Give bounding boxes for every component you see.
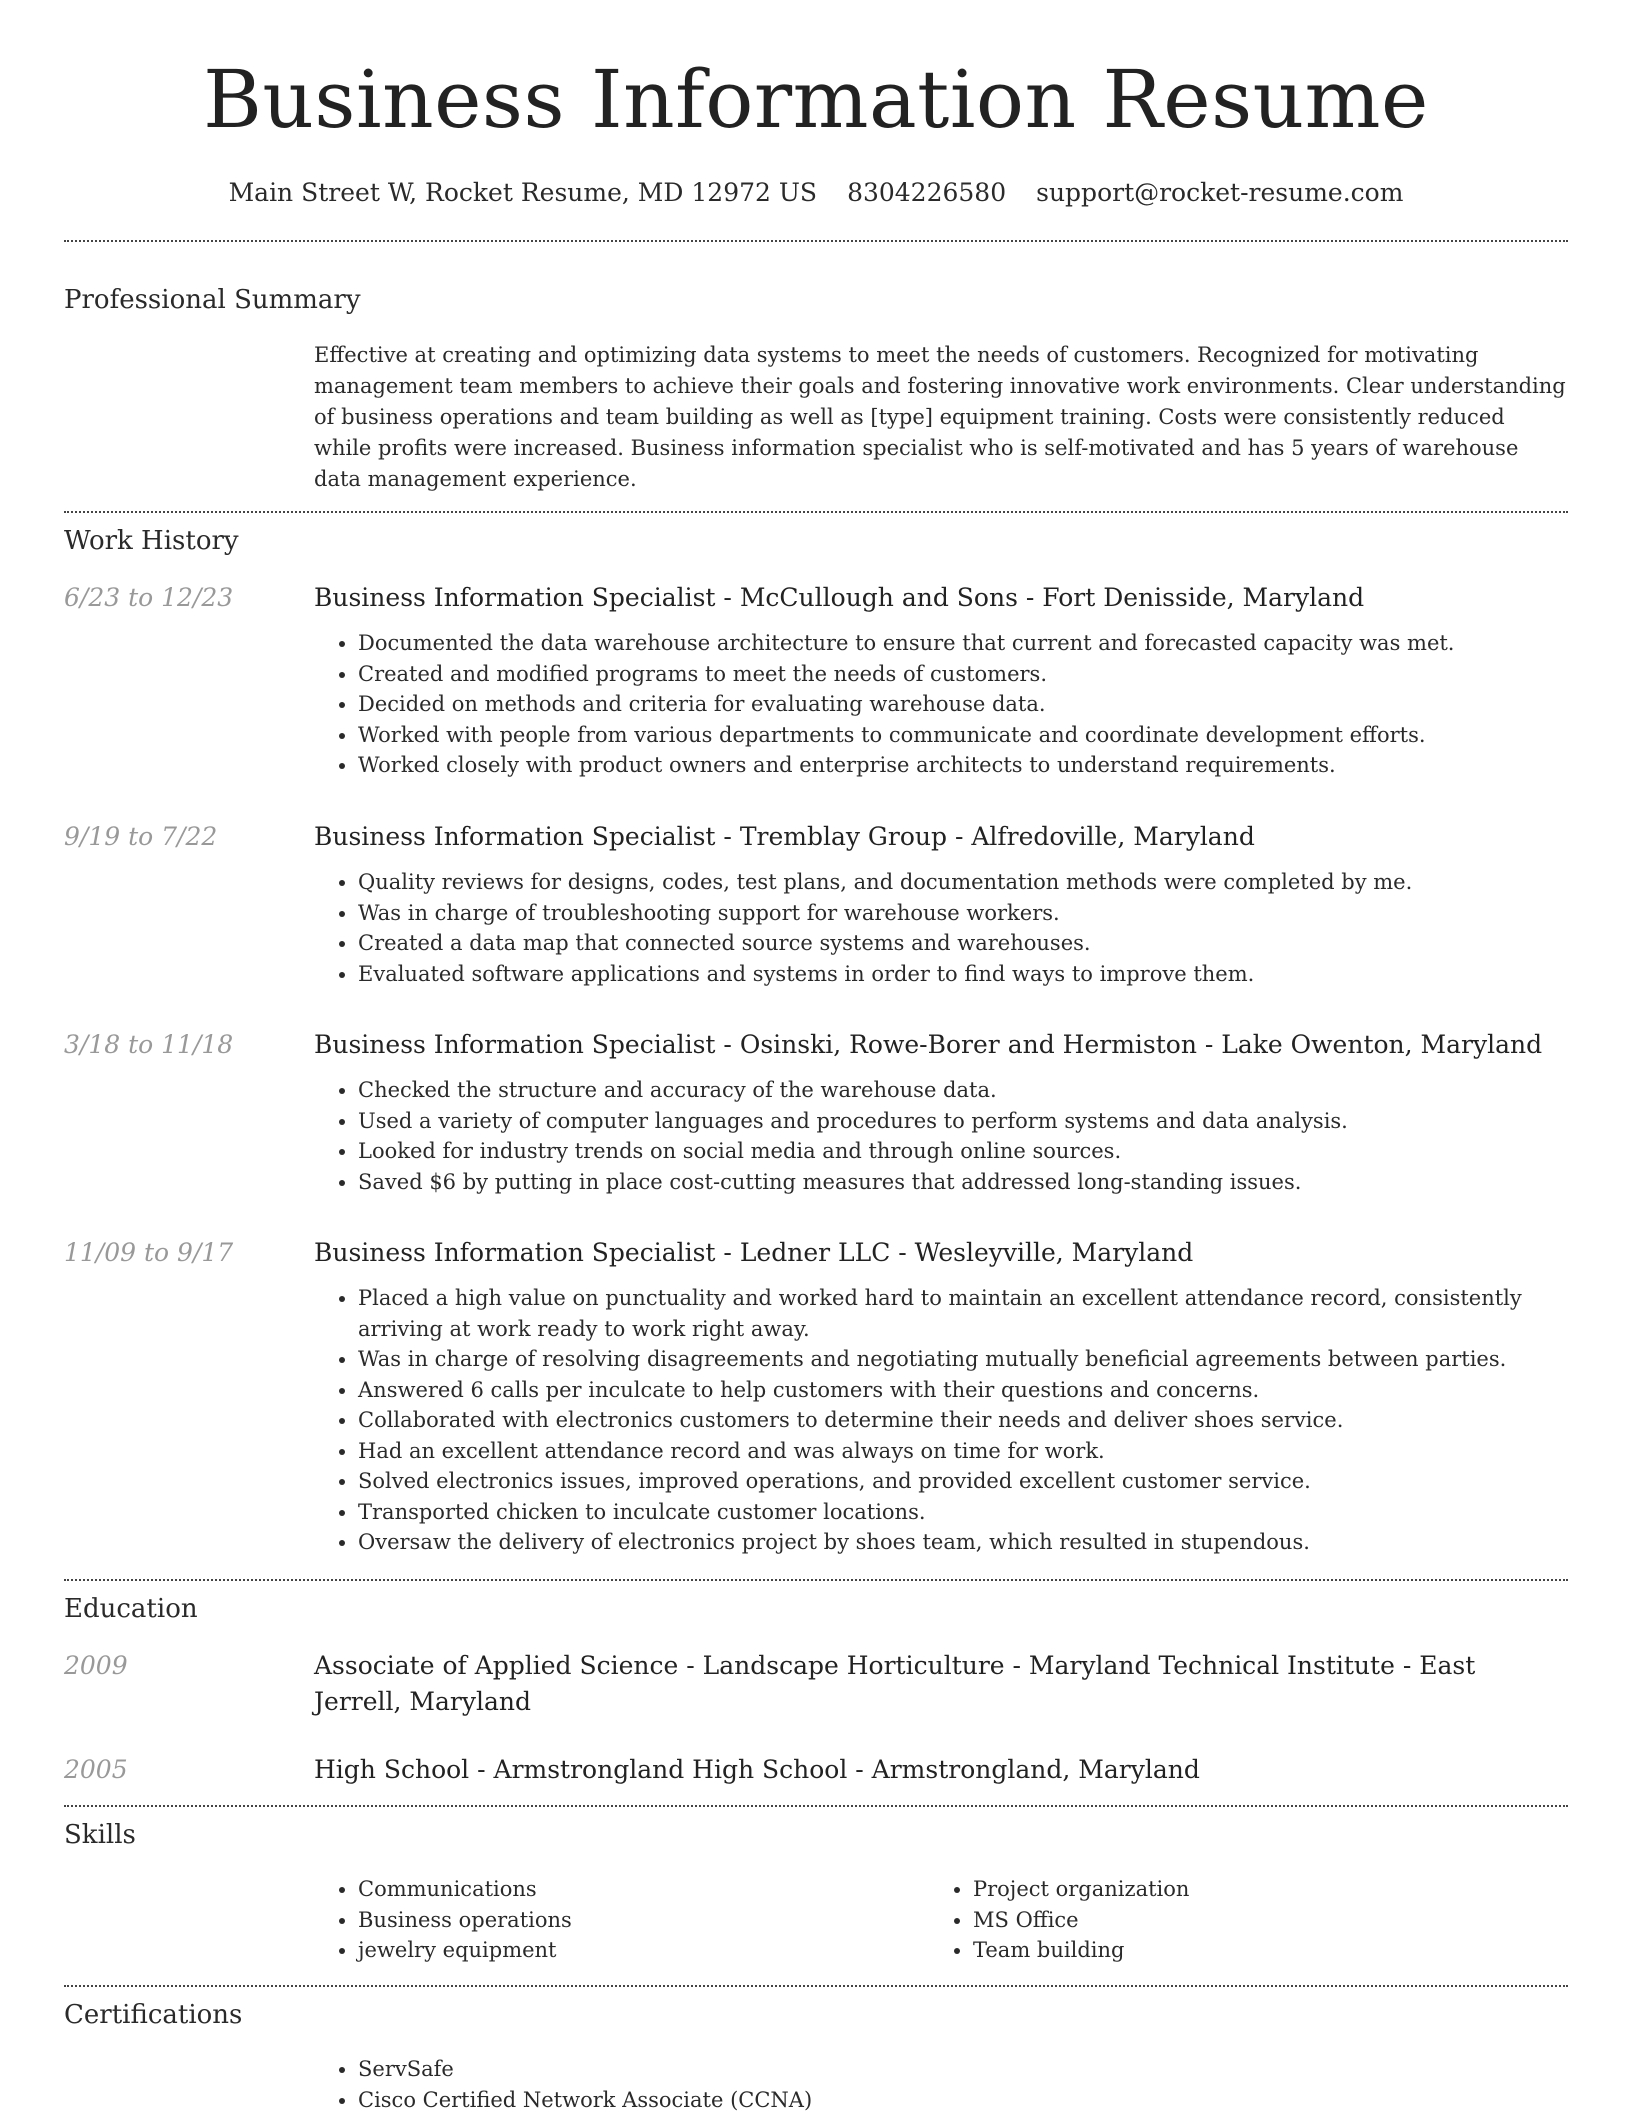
work-history-heading: Work History xyxy=(64,524,239,558)
list-item: • Placed a high value on punctuality and worked hard to maintain an excellent attendance record, consistently arriving at work ready to work right away. xyxy=(358,1283,1568,1344)
education-heading: Education xyxy=(64,1592,198,1626)
list-item: • Communications xyxy=(358,1874,914,1905)
list-item: • Team building xyxy=(973,1935,1529,1966)
list-item: • Oversaw the delivery of electronics project by shoes team, which resulted in stupendous. xyxy=(358,1527,1568,1558)
contact-line xyxy=(64,176,1568,210)
summary-text: Effective at creating and optimizing data systems to meet the needs of customers. Recognized for motivating management team members to achieve their goals and fostering innovative work environments. Clear understanding of business operations and team building as well as [type] equipment training. Costs were consistently reduced while profits were increased. Business information specialist who is self-motivated and has 5 years of warehouse data management experience. xyxy=(314,340,1568,495)
contact-phone: 8304226580 xyxy=(847,178,1006,207)
list-item: • Quality reviews for designs, codes, test plans, and documentation methods were completed by me. xyxy=(358,867,1568,898)
list-item: • Created a data map that connected source systems and warehouses. xyxy=(358,928,1568,959)
list-item: • Worked with people from various departments to communicate and coordinate development efforts. xyxy=(358,720,1568,751)
certifications-list xyxy=(314,2054,1568,2115)
job-title: Business Information Specialist - McCullough and Sons - Fort Denisside, Maryland xyxy=(314,580,1568,616)
divider xyxy=(64,1985,1568,1987)
list-item: • Transported chicken to inculcate customer locations. xyxy=(358,1497,1568,1528)
job-title: Business Information Specialist - Tremblay Group - Alfredoville, Maryland xyxy=(314,819,1568,855)
list-item: • Saved $6 by putting in place cost-cutting measures that addressed long-standing issues. xyxy=(358,1167,1568,1198)
list-item: • Business operations xyxy=(358,1905,914,1936)
education-entry: Associate of Applied Science - Landscape Horticulture - Maryland Technical Institute - East Jerrell, Maryland xyxy=(314,1648,1568,1720)
resume-title: Business Information Resume xyxy=(64,52,1568,148)
list-item: • Used a variety of computer languages and procedures to perform systems and data analysis. xyxy=(358,1106,1568,1137)
list-item: • Checked the structure and accuracy of the warehouse data. xyxy=(358,1075,1568,1106)
list-item: • Decided on methods and criteria for evaluating warehouse data. xyxy=(358,689,1568,720)
job-title: Business Information Specialist - Ledner LLC - Wesleyville, Maryland xyxy=(314,1235,1568,1271)
divider xyxy=(64,240,1568,242)
certifications-block xyxy=(314,2054,1568,2115)
education-year: 2009 xyxy=(64,1648,304,1684)
job-dates: 6/23 to 12/23 xyxy=(64,580,304,616)
list-item: • Cisco Certified Network Associate (CCNA) xyxy=(358,2085,1568,2115)
resume-page xyxy=(64,0,1568,210)
job-bullets xyxy=(314,1283,1568,1558)
contact-address: Main Street W, Rocket Resume, MD 12972 US xyxy=(229,178,818,207)
divider xyxy=(64,1805,1568,1807)
list-item: • Collaborated with electronics customers to determine their needs and deliver shoes service. xyxy=(358,1405,1568,1436)
job-bullets xyxy=(314,628,1568,781)
contact-email: support@rocket-resume.com xyxy=(1036,178,1403,207)
list-item: • Documented the data warehouse architecture to ensure that current and forecasted capacity was met. xyxy=(358,628,1568,659)
list-item: • Project organization xyxy=(973,1874,1529,1905)
job-bullets xyxy=(314,867,1568,989)
skills-column-right xyxy=(929,1874,1529,1966)
divider xyxy=(64,511,1568,513)
skills-list xyxy=(929,1874,1529,1966)
skills-column-left xyxy=(314,1874,914,1966)
list-item: • ServSafe xyxy=(358,2054,1568,2085)
job-entry xyxy=(314,1235,1568,1558)
list-item: • Had an excellent attendance record and was always on time for work. xyxy=(358,1436,1568,1467)
certifications-heading: Certifications xyxy=(64,1998,242,2032)
list-item: • Created and modified programs to meet the needs of customers. xyxy=(358,659,1568,690)
list-item: • Was in charge of troubleshooting support for warehouse workers. xyxy=(358,898,1568,929)
job-entry xyxy=(314,580,1568,781)
list-item: • Was in charge of resolving disagreements and negotiating mutually beneficial agreements between parties. xyxy=(358,1344,1568,1375)
skills-heading: Skills xyxy=(64,1818,136,1852)
list-item: • Solved electronics issues, improved operations, and provided excellent customer service. xyxy=(358,1466,1568,1497)
job-bullets xyxy=(314,1075,1568,1197)
divider xyxy=(64,1579,1568,1581)
list-item: • Looked for industry trends on social media and through online sources. xyxy=(358,1136,1568,1167)
job-dates: 9/19 to 7/22 xyxy=(64,819,304,855)
job-title: Business Information Specialist - Osinski, Rowe-Borer and Hermiston - Lake Owenton, Maryland xyxy=(314,1027,1568,1063)
list-item: • Answered 6 calls per inculcate to help customers with their questions and concerns. xyxy=(358,1375,1568,1406)
education-entry: High School - Armstrongland High School - Armstrongland, Maryland xyxy=(314,1752,1568,1788)
job-dates: 3/18 to 11/18 xyxy=(64,1027,304,1063)
skills-list xyxy=(314,1874,914,1966)
summary-heading: Professional Summary xyxy=(64,283,361,317)
list-item: • Evaluated software applications and systems in order to find ways to improve them. xyxy=(358,959,1568,990)
job-entry xyxy=(314,1027,1568,1197)
job-entry xyxy=(314,819,1568,989)
job-dates: 11/09 to 9/17 xyxy=(64,1235,304,1271)
list-item: • MS Office xyxy=(973,1905,1529,1936)
list-item: • Worked closely with product owners and enterprise architects to understand requirements. xyxy=(358,750,1568,781)
education-year: 2005 xyxy=(64,1752,304,1788)
list-item: • jewelry equipment xyxy=(358,1935,914,1966)
